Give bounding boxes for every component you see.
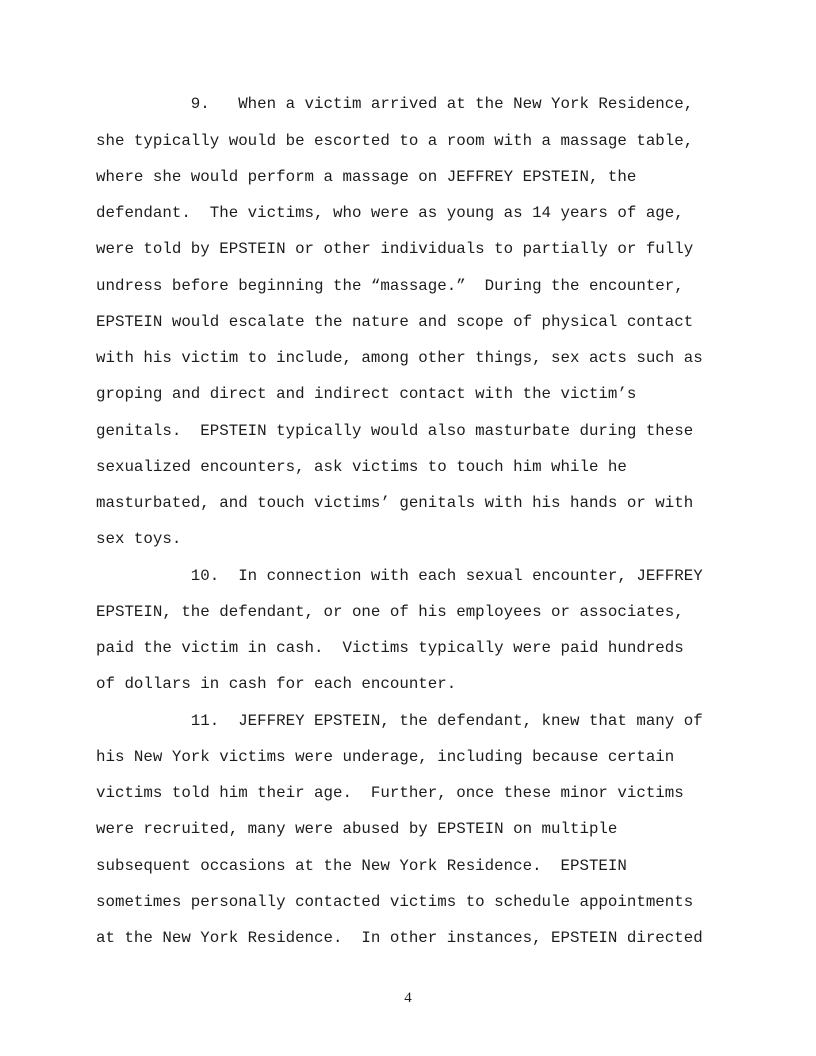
text-line: paid the victim in cash. Victims typically were paid hundreds xyxy=(96,639,684,657)
text-line: at the New York Residence. In other instances, EPSTEIN directed xyxy=(96,929,703,947)
text-line: victims told him their age. Further, once these minor victims xyxy=(96,784,684,802)
text-line: sexualized encounters, ask victims to touch him while he xyxy=(96,458,627,476)
page-number: 4 xyxy=(404,990,412,1006)
text-line: genitals. EPSTEIN typically would also masturbate during these xyxy=(96,422,694,440)
text-line: his New York victims were underage, including because certain xyxy=(96,748,675,766)
text-line: defendant. The victims, who were as young as 14 years of age, xyxy=(96,204,684,222)
text-line: 10. In connection with each sexual encounter, JEFFREY xyxy=(96,567,703,585)
text-line: of dollars in cash for each encounter. xyxy=(96,675,457,693)
text-line: 9. When a victim arrived at the New York Residence, xyxy=(96,95,694,113)
text-line: undress before beginning the “massage.” During the encounter, xyxy=(96,277,684,295)
text-line: EPSTEIN, the defendant, or one of his employees or associates, xyxy=(96,603,684,621)
text-line: EPSTEIN would escalate the nature and scope of physical contact xyxy=(96,313,694,331)
text-line: were recruited, many were abused by EPSTEIN on multiple xyxy=(96,820,618,838)
text-line: were told by EPSTEIN or other individuals to partially or fully xyxy=(96,240,694,258)
text-line: sex toys. xyxy=(96,530,182,548)
text-line: where she would perform a massage on JEFFREY EPSTEIN, the xyxy=(96,168,637,186)
text-line: masturbated, and touch victims’ genitals with his hands or with xyxy=(96,494,694,512)
text-line: groping and direct and indirect contact with the victim’s xyxy=(96,385,637,403)
text-line: sometimes personally contacted victims to schedule appointments xyxy=(96,893,694,911)
text-line: with his victim to include, among other things, sex acts such as xyxy=(96,349,703,367)
text-line: she typically would be escorted to a room with a massage table, xyxy=(96,132,694,150)
text-line: subsequent occasions at the New York Residence. EPSTEIN xyxy=(96,857,627,875)
text-line: 11. JEFFREY EPSTEIN, the defendant, knew that many of xyxy=(96,712,703,730)
